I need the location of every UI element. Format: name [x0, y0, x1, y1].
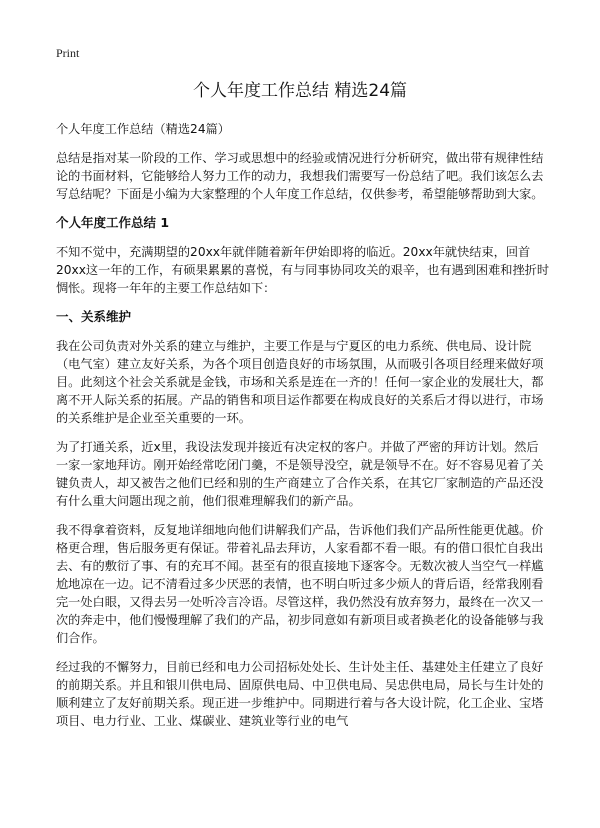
section-paragraph: 不知不觉中，充满期望的20xx年就伴随着新年伊始即将的临近。20xx年就快结束，回首20xx这一年的工作，有硕果累累的喜悦，有与同事协同攻关的艰辛，也有遇到困难和挫折时惆怅。现将一年年的主要工作总结如下： — [56, 245, 550, 295]
section-heading: 个人年度工作总结 1 — [56, 215, 170, 230]
intro-paragraph: 总结是指对某一阶段的工作、学习或思想中的经验或情况进行分析研究，做出带有规律性结论的书面材料，它能够给人努力工作的动力，我想我们需要写一份总结了吧。我们该怎么去写总结呢？下面是小编为大家整理的个人年度工作总结，仅供参考，希望能够帮助到大家。 — [56, 151, 544, 201]
document-title: 个人年度工作总结 精选24篇 — [192, 81, 408, 101]
paragraph: 经过我的不懈努力，目前已经和电力公司招标处处长、生计处主任、基建处主任建立了良好的前期关系。并且和银川供电局、固原供电局、中卫供电局、吴忠供电局，局长与生计处的顺利建立了友好前期关系。现正进一步维护中。同期进行着与各大设计院，化工企业、宝塔项目、电力行业、工业、煤碳业、建筑业等行业的电气 — [56, 660, 544, 728]
print-link[interactable]: Print — [56, 46, 80, 60]
subtitle: 个人年度工作总结（精选24篇） — [56, 122, 230, 136]
subsection-heading: 一、关系维护 — [56, 309, 132, 324]
paragraph: 我不得拿着资料，反复地详细地向他们讲解我们产品，告诉他们我们产品所性能更优越。价格更合理，售后服务更有保证。带着礼品去拜访，人家看都不看一眼。有的借口很忙自我出去、有的敷衍了事、有的充耳不闻。甚至有的很直接地下逐客令。无数次被人当空气一样尴尬地凉在一边。记不清看过多少厌恶的表情，也不明白听过多少烦人的背后语，经常我刚看完一处白眼，又得去另一处听冷言冷语。尽管这样，我仍然没有放弃努力，最终在一次又一次的奔走中，他们慢慢理解了我们的产品，初步同意如有新项目或者换老化的设备能够与我们合作。 — [56, 523, 544, 645]
document-body — [56, 120, 550, 741]
paragraph: 我在公司负责对外关系的建立与维护，主要工作是与宁夏区的电力系统、供电局、设计院（电气室）建立友好关系，为各个项目创造良好的市场氛围，从而吸引各项目经理来做好项目。此刻这个社会关系就是金钱，市场和关系是连在一齐的！任何一家企业的发展壮大，都离不开人际关系的拓展。产品的销售和项目运作都要在构成良好的关系后才得以进行，市场的关系维护是企业至关重要的一环。 — [56, 339, 544, 425]
paragraph: 为了打通关系，近x里，我设法发现并接近有决定权的客户。并做了严密的拜访计划。然后一家一家地拜访。刚开始经常吃闭门羹，不是领导没空，就是领导不在。好不容易见着了关键负责人，却又被告之他们已经和别的生产商建立了合作关系，在其它厂家制造的产品还没有什么重大问题出现之前，他们很难理解我们的新产品。 — [56, 440, 544, 508]
